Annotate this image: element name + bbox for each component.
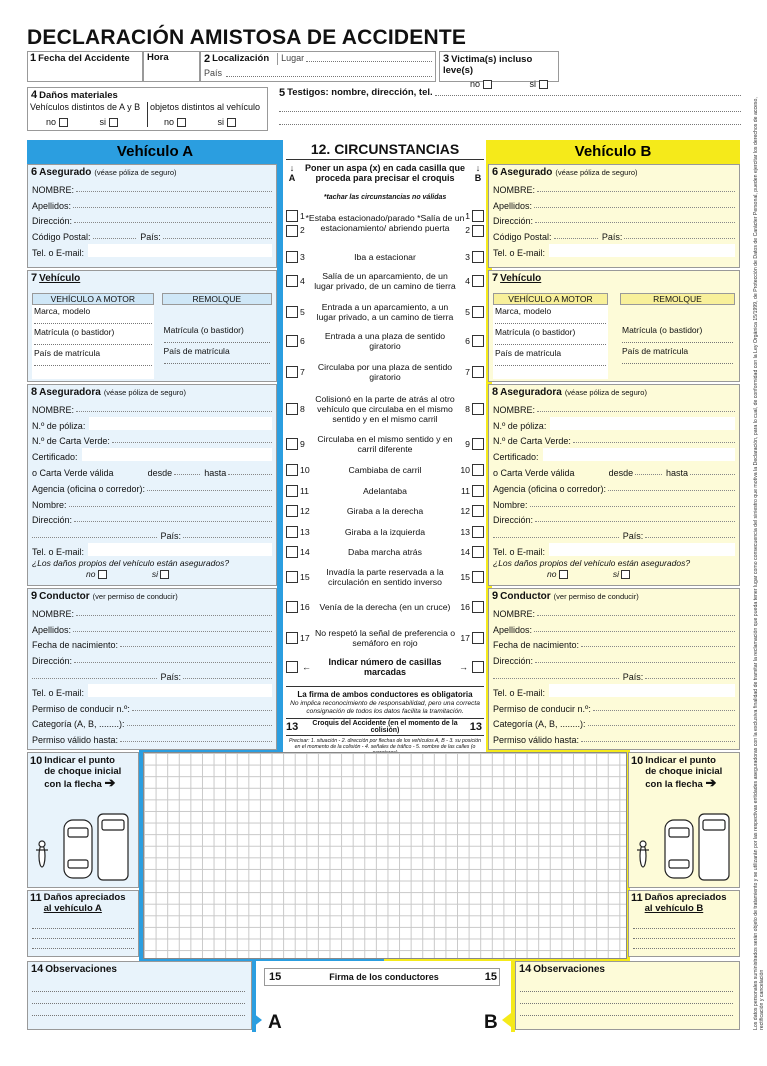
witnesses-box[interactable]: 5 Testigos: nombre, dirección, tel. bbox=[279, 87, 741, 131]
circumstance-b-checkbox[interactable] bbox=[472, 632, 484, 644]
circumstance-row: 8 Colisionó en la parte de atrás al otro vehículo que circulaba en el mismo sentido y en el mismo carril 8 bbox=[286, 392, 484, 426]
insured-b-name[interactable]: NOMBRE: bbox=[489, 179, 739, 195]
circumstance-b-checkbox[interactable] bbox=[472, 403, 484, 415]
circumstance-a-checkbox[interactable] bbox=[286, 546, 298, 558]
circumstance-b-checkbox[interactable] bbox=[472, 366, 484, 378]
marked-count-row: ← Indicar número de casillas marcadas → bbox=[286, 657, 484, 677]
impact-point-b[interactable]: 10 Indicar el punto de choque inicial con la flecha ➔ bbox=[628, 752, 740, 888]
circumstance-row: 14 Daba marcha atrás 14 bbox=[286, 545, 484, 559]
circumstance-b-checkbox[interactable] bbox=[472, 464, 484, 476]
accident-time-box[interactable]: Hora bbox=[143, 51, 200, 82]
circumstance-a-checkbox[interactable] bbox=[286, 366, 298, 378]
insurer-b-policy[interactable]: N.º de póliza: bbox=[489, 415, 739, 431]
vehicle-b-section: 7 Vehículo VEHÍCULO A MOTOR Marca, modelo Matrícula (o bastidor) País de matrícula REMOLQUE Matrícula (o bastidor) País de matrícula bbox=[488, 270, 740, 382]
insurer-b-agency[interactable]: Agencia (oficina o corredor): bbox=[489, 478, 739, 494]
signatures-header: 15 Firma de los conductores 15 bbox=[264, 968, 500, 986]
insurer-b-address[interactable]: Dirección: bbox=[489, 510, 739, 526]
insurer-b-name[interactable]: NOMBRE: bbox=[489, 399, 739, 415]
insured-b-address[interactable]: Dirección: bbox=[489, 211, 739, 227]
vehicles-icon bbox=[629, 792, 737, 882]
signature-b-letter: B bbox=[484, 1012, 498, 1033]
driver-b-address[interactable]: Dirección: bbox=[489, 650, 739, 666]
insured-a-surname[interactable]: Apellidos: bbox=[28, 195, 276, 211]
insurer-b-agency-name[interactable]: Nombre: bbox=[489, 494, 739, 510]
circumstances-title: 12. CIRCUNSTANCIAS bbox=[286, 141, 484, 160]
insured-a-tel[interactable]: Tel. o E-mail: bbox=[28, 242, 276, 258]
count-b-box[interactable] bbox=[472, 661, 484, 673]
circumstance-row: 11 Adelantaba 11 bbox=[286, 484, 484, 498]
circumstance-a-checkbox[interactable] bbox=[286, 210, 298, 222]
circumstance-row: 15 Invadía la parte reservada a la circulación en sentido inverso 15 bbox=[286, 566, 484, 588]
damage-objects-no-checkbox[interactable] bbox=[177, 118, 186, 127]
circumstance-a-checkbox[interactable] bbox=[286, 485, 298, 497]
driver-a-category[interactable]: Categoría (A, B, ........): bbox=[28, 714, 276, 730]
circumstance-b-checkbox[interactable] bbox=[472, 335, 484, 347]
driver-b-category[interactable]: Categoría (A, B, ........): bbox=[489, 714, 739, 730]
circumstance-a-checkbox[interactable] bbox=[286, 526, 298, 538]
driver-a-tel[interactable]: Tel. o E-mail: bbox=[28, 682, 276, 698]
privacy-notice: Los datos personales suministrados serán objeto de tratamiento y se utilizarán por las respectivas entidades aseguradoras con la exclusiva finalidad de tramitar la reclamación que pueda tener lugar como consecuencia del siniestro que motiva la Declaración, para lo cual, de conformidad con la Ley Orgánica 15/1999, de Protección de Datos de Carácter Personal, pueden ejercitar los derechos de acceso, rectificación y cancelación bbox=[753, 97, 765, 1030]
circumstance-row: 5 Entrada a un aparcamiento, a un lugar privado, a un camino de tierra 5 bbox=[286, 301, 484, 323]
circumstance-a-checkbox[interactable] bbox=[286, 601, 298, 613]
insured-b-yes-checkbox[interactable] bbox=[621, 570, 630, 579]
vehicle-b-header: Vehículo B bbox=[486, 140, 740, 164]
count-a-box[interactable] bbox=[286, 661, 298, 673]
driver-b-tel[interactable]: Tel. o E-mail: bbox=[489, 682, 739, 698]
circumstance-row: 4 Salía de un aparcamiento, de un lugar privado, de un camino de tierra 4 bbox=[286, 270, 484, 292]
circumstance-a-checkbox[interactable] bbox=[286, 464, 298, 476]
circumstance-a-checkbox[interactable] bbox=[286, 571, 298, 583]
circumstance-row: 9 Circulaba en el mismo sentido y en carril diferente 9 bbox=[286, 433, 484, 455]
circumstance-a-checkbox[interactable] bbox=[286, 505, 298, 517]
circumstance-a-checkbox[interactable] bbox=[286, 632, 298, 644]
driver-b-valid[interactable]: Permiso válido hasta: bbox=[489, 729, 739, 745]
driver-b-license[interactable]: Permiso de conducir n.º: bbox=[489, 698, 739, 714]
circumstance-b-checkbox[interactable] bbox=[472, 571, 484, 583]
circumstance-b-checkbox[interactable] bbox=[472, 210, 484, 222]
driver-a-name[interactable]: NOMBRE: bbox=[28, 603, 276, 619]
accident-date-box[interactable]: 1 Fecha del Accidente bbox=[27, 51, 143, 82]
driver-b-birth[interactable]: Fecha de nacimiento: bbox=[489, 635, 739, 651]
driver-b-name[interactable]: NOMBRE: bbox=[489, 603, 739, 619]
insurer-b-valid[interactable]: o Carta Verde válida desde hasta bbox=[489, 462, 739, 478]
circumstance-b-checkbox[interactable] bbox=[472, 275, 484, 287]
vehicles-icon bbox=[28, 792, 136, 882]
insured-a-name[interactable]: NOMBRE: bbox=[28, 179, 276, 195]
damage-vehicles-no-checkbox[interactable] bbox=[59, 118, 68, 127]
circumstance-row: 6 Entrada a una plaza de sentido giratorio 6 bbox=[286, 330, 484, 352]
material-damage-box: 4 Daños materiales Vehículos distintos de A y B no si objetos distintos al vehículo no si bbox=[27, 87, 268, 131]
location-box[interactable]: 2 Localización Lugar País bbox=[200, 51, 436, 82]
circumstance-row: 17 No respetó la señal de preferencia o semáforo en rojo 17 bbox=[286, 627, 484, 649]
insurer-a-section: 8 Aseguradora (véase póliza de seguro) NOMBRE: N.º de póliza: N.º de Carta Verde: Certificado: o Carta Verde válida desde hasta Agencia (oficina o corredor): Nombre: Dirección: País: Tel. o E-mail: ¿Los daños propios del vehículo están asegurados? no si bbox=[27, 384, 277, 586]
circumstance-b-checkbox[interactable] bbox=[472, 438, 484, 450]
trailer-a[interactable]: REMOLQUE Matrícula (o bastidor) País de matrícula bbox=[162, 293, 272, 379]
insured-b-no-checkbox[interactable] bbox=[559, 570, 568, 579]
driver-a-country[interactable]: País: bbox=[28, 666, 276, 682]
driver-a-surname[interactable]: Apellidos: bbox=[28, 619, 276, 635]
circumstance-b-checkbox[interactable] bbox=[472, 485, 484, 497]
vehicle-a-section: 7 Vehículo VEHÍCULO A MOTOR Marca, modelo Matrícula (o bastidor) País de matrícula REMOLQUE Matrícula (o bastidor) País de matrícula bbox=[27, 270, 277, 382]
damage-objects-yes-checkbox[interactable] bbox=[227, 118, 236, 127]
driver-a-birth[interactable]: Fecha de nacimiento: bbox=[28, 635, 276, 651]
signature-a-letter: A bbox=[268, 1012, 282, 1033]
insurer-b-tel[interactable]: Tel. o E-mail: bbox=[489, 541, 739, 557]
insurer-b-section: 8 Aseguradora (véase póliza de seguro) NOMBRE: N.º de póliza: N.º de Carta Verde: Certificado: o Carta Verde válida desde hasta Agencia (oficina o corredor): Nombre: Dirección: País: Tel. o E-mail: ¿Los daños propios del vehículo están asegurados? no si bbox=[488, 384, 740, 586]
circumstance-a-checkbox[interactable] bbox=[286, 225, 298, 237]
insured-b-tel[interactable]: Tel. o E-mail: bbox=[489, 242, 739, 258]
circumstance-a-checkbox[interactable] bbox=[286, 306, 298, 318]
circumstance-b-checkbox[interactable] bbox=[472, 526, 484, 538]
driver-a-address[interactable]: Dirección: bbox=[28, 650, 276, 666]
circumstance-row: 1 2 *Estaba estacionado/parado *Salía de un estacionamiento/ abriendo puerta 1 2 bbox=[286, 206, 484, 240]
form-title: DECLARACIÓN AMISTOSA DE ACCIDENTE bbox=[27, 26, 467, 49]
insured-a-address[interactable]: Dirección: bbox=[28, 211, 276, 227]
circumstance-b-checkbox[interactable] bbox=[472, 225, 484, 237]
insurer-a-agency[interactable]: Agencia (oficina o corredor): bbox=[28, 478, 276, 494]
circumstance-b-checkbox[interactable] bbox=[472, 306, 484, 318]
sketch-header: 13 Croquis del Accidente (en el momento de la colisión) 13 bbox=[286, 720, 482, 734]
damage-a-section[interactable]: 11 Daños apreciados al vehículo A bbox=[27, 890, 139, 957]
circumstance-a-checkbox[interactable] bbox=[286, 251, 298, 263]
circumstance-a-checkbox[interactable] bbox=[286, 335, 298, 347]
insured-a-postcode[interactable]: Código Postal: País: bbox=[28, 226, 276, 242]
circumstance-a-checkbox[interactable] bbox=[286, 438, 298, 450]
circumstance-a-checkbox[interactable] bbox=[286, 403, 298, 415]
circumstance-row: 7 Circulaba por una plaza de sentido giratorio 7 bbox=[286, 361, 484, 383]
insurer-b-country[interactable]: País: bbox=[489, 525, 739, 541]
circumstance-row: 16 Venía de la derecha (en un cruce) 16 bbox=[286, 596, 484, 618]
trailer-b[interactable]: REMOLQUE Matrícula (o bastidor) País de matrícula bbox=[620, 293, 735, 379]
driver-b-surname[interactable]: Apellidos: bbox=[489, 619, 739, 635]
insurer-a-name[interactable]: NOMBRE: bbox=[28, 399, 276, 415]
vehicle-a-header: Vehículo A bbox=[27, 140, 283, 164]
insured-b-postcode[interactable]: Código Postal: País: bbox=[489, 226, 739, 242]
insurer-a-green-card[interactable]: N.º de Carta Verde: bbox=[28, 431, 276, 447]
damage-vehicles-yes-checkbox[interactable] bbox=[109, 118, 118, 127]
insured-a-no-checkbox[interactable] bbox=[98, 570, 107, 579]
insurer-a-policy[interactable]: N.º de póliza: bbox=[28, 415, 276, 431]
circumstances-header: ↓ A Poner un aspa (x) en cada casilla que proceda para precisar el croquis ↓ B bbox=[288, 163, 482, 183]
insurer-a-address[interactable]: Dirección: bbox=[28, 510, 276, 526]
motor-vehicle-b[interactable]: VEHÍCULO A MOTOR Marca, modelo Matrícula (o bastidor) País de matrícula bbox=[493, 293, 608, 379]
circumstance-a-checkbox[interactable] bbox=[286, 275, 298, 287]
circumstance-b-checkbox[interactable] bbox=[472, 546, 484, 558]
driver-a-section: 9 Conductor (ver permiso de conducir) NOMBRE: Apellidos: Fecha de nacimiento: Dirección: País: Tel. o E-mail: Permiso de conducir n.º: Categoría (A, B, ........): Permiso válido hasta: bbox=[27, 588, 277, 750]
driver-b-section: 9 Conductor (ver permiso de conducir) NOMBRE: Apellidos: Fecha de nacimiento: Dirección: País: Tel. o E-mail: Permiso de conducir n.º: Categoría (A, B, ........): Permiso válido hasta: bbox=[488, 588, 740, 750]
insured-a-section: 6 Asegurado (véase póliza de seguro) NOMBRE: Apellidos: Dirección: Código Postal: País: Tel. o E-mail: bbox=[27, 164, 277, 268]
insured-b-section: 6 Asegurado (véase póliza de seguro) NOMBRE: Apellidos: Dirección: Código Postal: País: Tel. o E-mail: bbox=[488, 164, 740, 268]
circumstance-row: 12 Giraba a la derecha 12 bbox=[286, 504, 484, 518]
observations-b[interactable]: 14 Observaciones bbox=[515, 961, 740, 1030]
motor-vehicle-a[interactable]: VEHÍCULO A MOTOR Marca, modelo Matrícula (o bastidor) País de matrícula bbox=[32, 293, 154, 379]
sketch-grid[interactable] bbox=[143, 752, 627, 959]
driver-a-license[interactable]: Permiso de conducir n.º: bbox=[28, 698, 276, 714]
circumstance-row: 10 Cambiaba de carril 10 bbox=[286, 463, 484, 477]
driver-a-valid[interactable]: Permiso válido hasta: bbox=[28, 729, 276, 745]
circumstance-row: 3 Iba a estacionar 3 bbox=[286, 250, 484, 264]
circumstance-b-checkbox[interactable] bbox=[472, 251, 484, 263]
damage-b-section[interactable]: 11 Daños apreciados al vehículo B bbox=[628, 890, 740, 957]
insurer-a-tel[interactable]: Tel. o E-mail: bbox=[28, 541, 276, 557]
insurer-b-green-card[interactable]: N.º de Carta Verde: bbox=[489, 431, 739, 447]
insurer-a-country[interactable]: País: bbox=[28, 525, 276, 541]
impact-point-a[interactable]: 10 Indicar el punto de choque inicial con la flecha ➔ bbox=[27, 752, 139, 888]
observations-a[interactable]: 14 Observaciones bbox=[27, 961, 252, 1030]
insurer-a-agency-name[interactable]: Nombre: bbox=[28, 494, 276, 510]
circumstance-b-checkbox[interactable] bbox=[472, 601, 484, 613]
victims-box: 3 Victima(s) incluso leve(s) no si bbox=[439, 51, 559, 82]
circumstance-b-checkbox[interactable] bbox=[472, 505, 484, 517]
insurer-a-valid[interactable]: o Carta Verde válida desde hasta bbox=[28, 462, 276, 478]
insured-b-surname[interactable]: Apellidos: bbox=[489, 195, 739, 211]
circumstance-row: 13 Giraba a la izquierda 13 bbox=[286, 525, 484, 539]
insured-a-yes-checkbox[interactable] bbox=[160, 570, 169, 579]
driver-b-country[interactable]: País: bbox=[489, 666, 739, 682]
